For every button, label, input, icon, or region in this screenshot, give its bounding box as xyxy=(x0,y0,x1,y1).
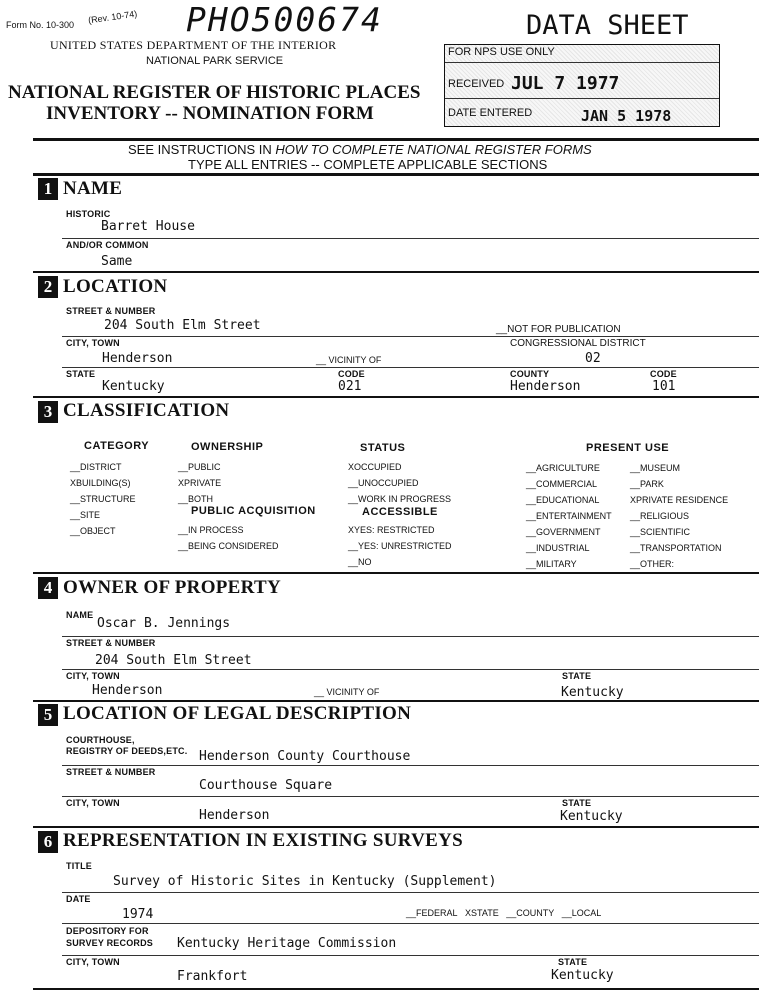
form-number: Form No. 10-300 xyxy=(6,20,75,30)
form-title-line1: NATIONAL REGISTER OF HISTORIC PLACES xyxy=(8,82,421,103)
not-for-publication: __NOT FOR PUBLICATION xyxy=(496,324,621,335)
survey-level-options xyxy=(406,908,601,918)
accessible-unrestricted[interactable]: __YES: UNRESTRICTED xyxy=(348,541,452,551)
owner-state: Kentucky xyxy=(561,685,624,700)
section-4-title: OWNER OF PROPERTY xyxy=(63,577,282,598)
nps-use-label: FOR NPS USE ONLY xyxy=(448,46,555,58)
section-5-number: 5 xyxy=(38,704,58,726)
section-6-number: 6 xyxy=(38,831,58,853)
survey-date-label: DATE xyxy=(66,894,91,904)
use-government[interactable]: __GOVERNMENT xyxy=(526,527,601,537)
legal-state: Kentucky xyxy=(560,809,623,824)
survey-date: 1974 xyxy=(122,907,154,922)
congressional-district: 02 xyxy=(585,351,601,366)
survey-title-label: TITLE xyxy=(66,861,92,871)
owner-street-label: STREET & NUMBER xyxy=(66,638,156,648)
county-label: COUNTY xyxy=(510,369,550,379)
depository-city-label: CITY, TOWN xyxy=(66,957,120,967)
historic-name: Barret House xyxy=(101,219,195,234)
department-name: UNITED STATES DEPARTMENT OF THE INTERIOR xyxy=(50,38,337,52)
ownership-public[interactable]: __PUBLIC xyxy=(178,462,221,472)
section-1-title: NAME xyxy=(63,178,123,199)
acquisition-in-process[interactable]: __IN PROCESS xyxy=(178,525,244,535)
state-label: STATE xyxy=(66,369,96,379)
use-private-residence[interactable]: XPRIVATE RESIDENCE xyxy=(630,495,729,505)
county-code: 101 xyxy=(652,379,676,394)
level-federal[interactable]: __FEDERAL xyxy=(406,908,458,918)
status-options xyxy=(348,459,451,507)
use-industrial[interactable]: __INDUSTRIAL xyxy=(526,543,590,553)
category-district[interactable]: __DISTRICT xyxy=(70,462,122,472)
ownership-options xyxy=(178,459,221,507)
legal-street-label: STREET & NUMBER xyxy=(66,767,156,777)
level-local[interactable]: __LOCAL xyxy=(561,908,602,918)
category-options xyxy=(70,459,136,539)
owner-vicinity-label: __ VICINITY OF xyxy=(314,687,380,697)
use-park[interactable]: __PARK xyxy=(630,479,664,489)
courthouse-label-line1: COURTHOUSE, xyxy=(66,735,135,745)
use-museum[interactable]: __MUSEUM xyxy=(630,463,681,473)
present-use-options-left xyxy=(526,460,612,572)
status-unoccupied[interactable]: __UNOCCUPIED xyxy=(348,478,419,488)
present-use-heading: PRESENT USE xyxy=(586,442,670,454)
date-entered-stamp: JAN 5 1978 xyxy=(581,107,672,125)
ownership-private[interactable]: XPRIVATE xyxy=(178,478,222,488)
instructions-line2: TYPE ALL ENTRIES -- COMPLETE APPLICABLE SECTIONS xyxy=(188,157,548,172)
use-educational[interactable]: __EDUCATIONAL xyxy=(526,495,600,505)
form-title-line2: INVENTORY -- NOMINATION FORM xyxy=(46,103,374,124)
form-revision: (Rev. 10-74) xyxy=(87,8,138,26)
instructions-line1: SEE INSTRUCTIONS IN HOW TO COMPLETE NATIONAL REGISTER FORMS xyxy=(128,142,592,157)
depository-name: Kentucky Heritage Commission xyxy=(177,936,397,951)
category-site[interactable]: __SITE xyxy=(70,510,101,520)
section-3-title: CLASSIFICATION xyxy=(63,400,230,421)
legal-city: Henderson xyxy=(199,808,270,823)
section-1-number: 1 xyxy=(38,178,58,200)
vicinity-of-label: __ VICINITY OF xyxy=(316,355,382,365)
owner-city: Henderson xyxy=(92,683,163,698)
city-town-label: CITY, TOWN xyxy=(66,338,120,348)
agency-name: NATIONAL PARK SERVICE xyxy=(146,55,284,67)
public-acquisition-heading: PUBLIC ACQUISITION xyxy=(191,505,316,517)
street-number-label: STREET & NUMBER xyxy=(66,306,156,316)
acquisition-options xyxy=(178,522,279,554)
ownership-both[interactable]: __BOTH xyxy=(178,494,214,504)
state-code-label: CODE xyxy=(338,369,365,379)
handwritten-reference-number: PHO500674 xyxy=(186,0,383,39)
use-transportation[interactable]: __TRANSPORTATION xyxy=(630,543,722,553)
owner-city-label: CITY, TOWN xyxy=(66,671,120,681)
owner-street: 204 South Elm Street xyxy=(95,653,252,668)
section-2-title: LOCATION xyxy=(63,276,168,297)
location-street: 204 South Elm Street xyxy=(104,318,261,333)
date-entered-label: DATE ENTERED xyxy=(448,107,533,119)
depository-label-line1: DEPOSITORY FOR xyxy=(66,926,149,936)
courthouse-name: Henderson County Courthouse xyxy=(199,749,411,764)
status-heading: STATUS xyxy=(360,442,406,454)
use-military[interactable]: __MILITARY xyxy=(526,559,577,569)
received-label: RECEIVED xyxy=(448,78,505,90)
present-use-options-right xyxy=(630,460,728,572)
common-name: Same xyxy=(101,254,133,269)
section-5-title: LOCATION OF LEGAL DESCRIPTION xyxy=(63,703,412,724)
use-religious[interactable]: __RELIGIOUS xyxy=(630,511,690,521)
status-work-in-progress[interactable]: __WORK IN PROGRESS xyxy=(348,494,452,504)
courthouse-label-line2: REGISTRY OF DEEDS,ETC. xyxy=(66,746,188,756)
category-object[interactable]: __OBJECT xyxy=(70,526,116,536)
section-6-title: REPRESENTATION IN EXISTING SURVEYS xyxy=(63,830,464,851)
use-entertainment[interactable]: __ENTERTAINMENT xyxy=(526,511,612,521)
accessible-heading: ACCESSIBLE xyxy=(362,506,438,518)
section-4-number: 4 xyxy=(38,577,58,599)
status-occupied[interactable]: XOCCUPIED xyxy=(348,462,402,472)
category-heading: CATEGORY xyxy=(84,440,150,452)
acquisition-being-considered[interactable]: __BEING CONSIDERED xyxy=(178,541,279,551)
nps-use-box xyxy=(444,44,720,127)
common-label: AND/OR COMMON xyxy=(66,240,149,250)
survey-title: Survey of Historic Sites in Kentucky (Supplement) xyxy=(113,874,497,889)
category-buildings[interactable]: XBUILDING(S) xyxy=(70,478,131,488)
use-commercial[interactable]: __COMMERCIAL xyxy=(526,479,598,489)
legal-state-label: STATE xyxy=(562,798,592,808)
county-code-label: CODE xyxy=(650,369,677,379)
use-scientific[interactable]: __SCIENTIFIC xyxy=(630,527,691,537)
accessible-restricted[interactable]: XYES: RESTRICTED xyxy=(348,525,435,535)
section-2-number: 2 xyxy=(38,276,58,298)
category-structure[interactable]: __STRUCTURE xyxy=(70,494,136,504)
owner-name-label: NAME xyxy=(66,610,94,620)
location-county: Henderson xyxy=(510,379,581,394)
use-agriculture[interactable]: __AGRICULTURE xyxy=(526,463,600,473)
location-state: Kentucky xyxy=(102,379,165,394)
section-3-number: 3 xyxy=(38,401,58,423)
legal-street: Courthouse Square xyxy=(199,778,333,793)
historic-label: HISTORIC xyxy=(66,209,111,219)
level-state[interactable]: XSTATE xyxy=(465,908,499,918)
depository-state-label: STATE xyxy=(558,957,588,967)
owner-name: Oscar B. Jennings xyxy=(97,616,231,631)
use-other[interactable]: __OTHER: xyxy=(630,559,675,569)
data-sheet-stamp: DATA SHEET xyxy=(526,10,689,41)
depository-label-line2: SURVEY RECORDS xyxy=(66,938,153,948)
ownership-heading: OWNERSHIP xyxy=(191,441,264,453)
location-city: Henderson xyxy=(102,351,173,366)
received-stamp: JUL 7 1977 xyxy=(511,73,620,94)
legal-city-label: CITY, TOWN xyxy=(66,798,120,808)
owner-state-label: STATE xyxy=(562,671,592,681)
accessible-options xyxy=(348,522,452,570)
congressional-district-label: CONGRESSIONAL DISTRICT xyxy=(510,338,646,349)
accessible-no[interactable]: __NO xyxy=(348,557,372,567)
depository-state: Kentucky xyxy=(551,968,614,983)
depository-city: Frankfort xyxy=(177,969,248,984)
level-county[interactable]: __COUNTY xyxy=(506,908,555,918)
state-code: 021 xyxy=(338,379,362,394)
